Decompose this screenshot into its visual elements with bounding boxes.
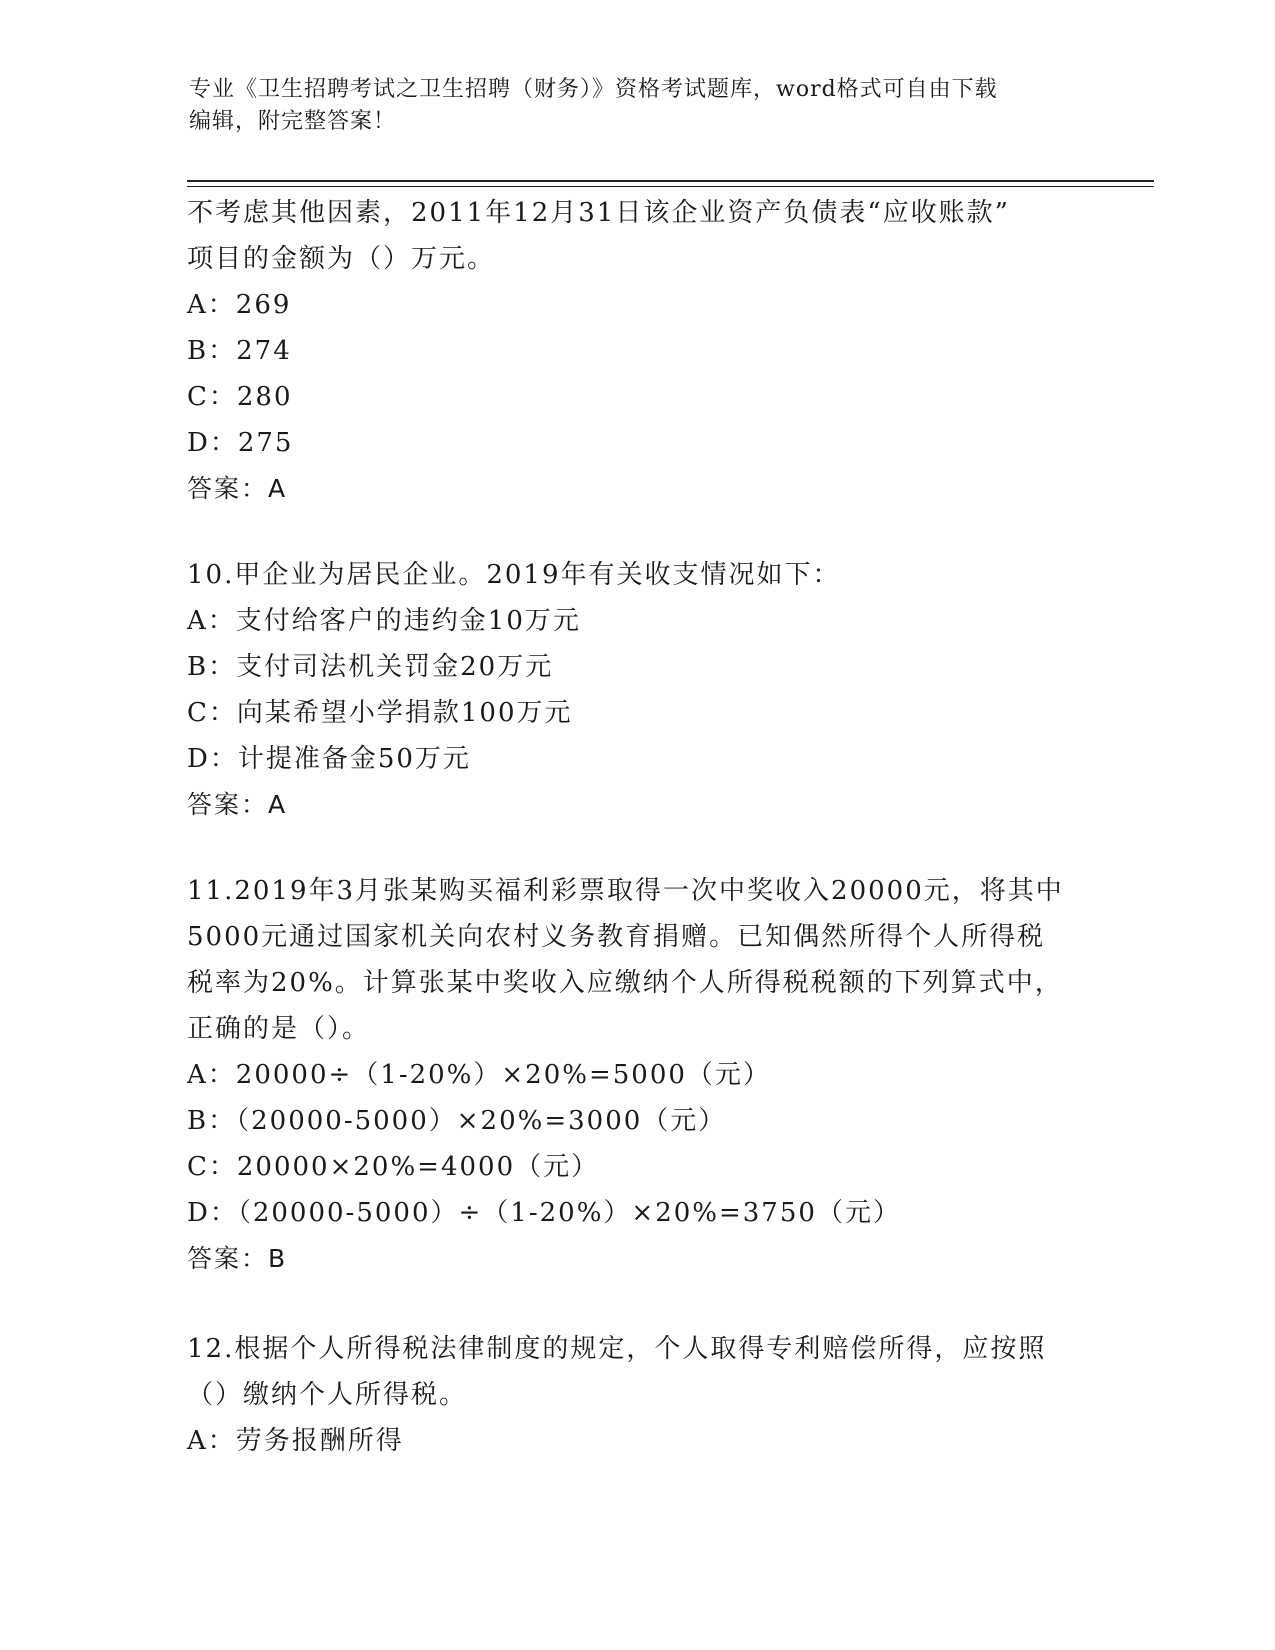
question-text: 不考虑其他因素，2011年12月31日该企业资产负债表“应收账款” [187,198,1010,228]
question-text: 项目的金额为（）万元。 [187,244,496,274]
spacer [187,512,1087,552]
option-d: D：275 [187,428,294,458]
question-text: 11.2019年3月张某购买福利彩票取得一次中奖收入20000元，将其中 [187,876,1064,906]
document-header [189,74,1089,138]
question-text: （）缴纳个人所得税。 [187,1380,468,1410]
option-b: B：支付司法机关罚金20万元 [187,652,554,682]
option-a: A：劳务报酬所得 [187,1426,404,1456]
option-d: D：计提准备金50万元 [187,744,471,774]
question-content [187,190,1087,1464]
spacer [187,828,1087,868]
spacer [187,1282,1087,1326]
option-a: A：20000÷（1-20%）×20%=5000（元） [187,1060,771,1090]
header-line-2: 编辑，附完整答案！ [189,109,397,134]
header-rule-thick [187,180,1154,182]
option-c: C：向某希望小学捐款100万元 [187,698,573,728]
answer: 答案：A [187,790,288,819]
option-b: B：274 [187,336,292,366]
header-line-1: 专业《卫生招聘考试之卫生招聘（财务）》资格考试题库，word格式可自由下载 [189,77,998,102]
question-9 [187,190,1087,512]
question-12 [187,1326,1087,1464]
question-text: 税率为20%。计算张某中奖收入应缴纳个人所得税税额的下列算式中， [187,968,1063,998]
answer: 答案：B [187,1244,288,1273]
option-c: C：20000×20%=4000（元） [187,1152,600,1182]
question-text: 正确的是（）。 [187,1014,371,1044]
question-10 [187,552,1087,828]
option-b: B：（20000-5000）×20%=3000（元） [187,1106,727,1136]
question-text: 12.根据个人所得税法律制度的规定，个人取得专利赔偿所得，应按照 [187,1334,1047,1364]
question-11 [187,868,1087,1282]
option-d: D：（20000-5000）÷（1-20%）×20%=3750（元） [187,1198,901,1228]
option-a: A：269 [187,290,292,320]
header-rule-thin [187,186,1154,187]
option-c: C：280 [187,382,293,412]
option-a: A：支付给客户的违约金10万元 [187,606,581,636]
answer: 答案：A [187,474,288,503]
question-text: 10.甲企业为居民企业。2019年有关收支情况如下： [187,560,841,590]
question-text: 5000元通过国家机关向农村义务教育捐赠。已知偶然所得个人所得税 [187,922,1046,952]
